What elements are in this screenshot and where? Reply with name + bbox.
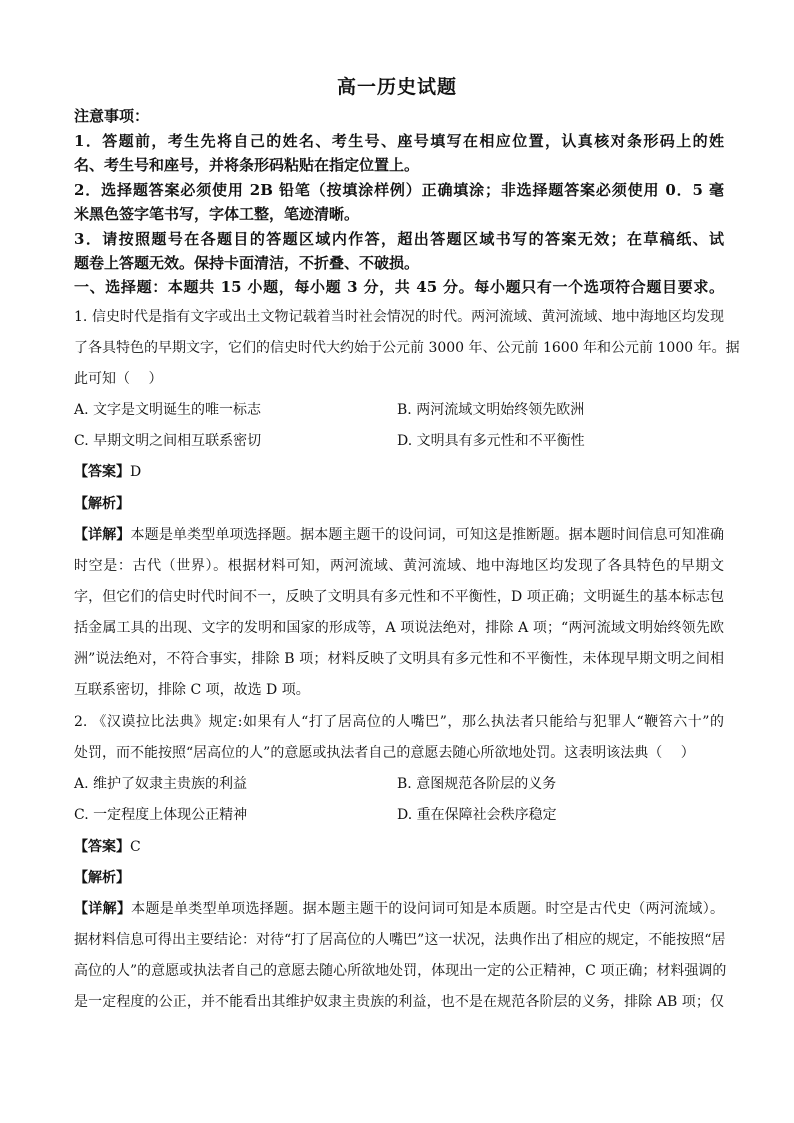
section-heading: 一、选择题：本题共 15 小题，每小题 3 分，共 45 分。每小题只有一个选项符合题目要求。 [74,278,724,296]
q2-option-b: B. 意图规范各阶层的义务 [397,776,557,792]
q1-option-a: A. 文字是文明诞生的唯一标志 [74,402,262,418]
q2-stem-line-1: 2. 《汉谟拉比法典》规定:如果有人“打了居高位的人嘴巴”，那么执法者只能给与犯罪人“鞭笞六十”的 [74,714,724,730]
q2-detail-line-4: 是一定程度的公正，并不能看出其维护奴隶主贵族的利益，也不是在规范各阶层的义务，排除 AB 项；仅 [74,994,724,1010]
q1-option-b: B. 两河流域文明始终领先欧洲 [397,402,585,418]
q1-detail-line-5: 洲”说法绝对，不符合事实，排除 B 项；材料反映了文明具有多元性和不平衡性，未体现早期文明之间相 [74,651,724,667]
q2-option-d: D. 重在保障社会秩序稳定 [397,807,557,823]
q1-option-d: D. 文明具有多元性和不平衡性 [397,433,585,449]
detail-tag: 【详解】 [74,527,131,543]
notice-line-2: 名、考生号和座号，并将条形码粘贴在指定位置上。 [74,156,420,174]
notice-heading: 注意事项： [74,107,150,125]
q1-analysis-tag: 【解析】 [74,496,130,512]
notice-line-1: 1．答题前，考生先将自己的姓名、考生号、座号填写在相应位置，认真核对条形码上的姓 [74,132,724,150]
q2-detail-line-2: 据材料信息可得出主要结论：对待“打了居高位的人嘴巴”这一状况，法典作出了相应的规定，不能按照“居 [74,932,726,948]
notice-line-6: 题卷上答题无效。保持卡面清洁，不折叠、不破损。 [74,254,420,272]
q1-stem-line-1: 1. 信史时代是指有文字或出土文物记载着当时社会情况的时代。两河流域、黄河流域、地中海地区均发现 [74,309,724,325]
q1-detail-line-2: 时空是：古代（世界）。根据材料可知，两河流域、黄河流域、地中海地区均发现了各具特色的早期文 [74,558,724,574]
detail-tag: 【详解】 [74,901,132,917]
q2-answer [74,837,724,857]
notice-line-5: 3．请按照题号在各题目的答题区域内作答，超出答题区域书写的答案无效；在草稿纸、试 [74,230,724,248]
q1-detail-line-4: 括金属工具的出现、文字的发明和国家的形成等，A 项说法绝对，排除 A 项；“两河流域文明始终领先欧 [74,620,724,636]
detail-text: 本题是单类型单项选择题。据本题主题干的设问词，可知这是推断题。据本题时间信息可知准确 [130,527,725,543]
q2-detail-line-1 [74,899,724,919]
q2-detail-line-3: 高位的人”的意愿或执法者自己的意愿去随心所欲地处罚，体现出一定的公正精神，C 项正确；材料强调的 [74,963,727,979]
notice-line-4: 米黑色签字笔书写，字体工整，笔迹清晰。 [74,205,360,223]
q1-stem-line-2: 了各具特色的早期文字，它们的信史时代大约始于公元前 3000 年、公元前 1600 年和公元前 1000 年。据 [74,340,740,356]
q1-answer [74,462,724,482]
q1-detail-line-3: 字，但它们的信史时代时间不一，反映了文明具有多元性和不平衡性，D 项正确；文明诞生的基本标志包 [74,589,724,605]
q1-detail-line-1 [74,525,724,545]
answer-value: D [130,464,142,480]
answer-value: C [130,839,141,855]
q2-option-c: C. 一定程度上体现公正精神 [74,807,248,823]
q1-option-c: C. 早期文明之间相互联系密切 [74,433,262,449]
q2-stem-line-2: 处罚，而不能按照“居高位的人”的意愿或执法者自己的意愿去随心所欲地处罚。这表明该法典（ ） [74,745,695,761]
q2-analysis-tag: 【解析】 [74,870,130,886]
q1-stem-line-3: 此可知（ ） [74,371,163,387]
page-title: 高一历史试题 [336,76,457,98]
answer-tag: 【答案】 [74,839,130,855]
notice-line-3: 2．选择题答案必须使用 2B 铅笔（按填涂样例）正确填涂；非选择题答案必须使用 0．5 毫 [74,181,724,199]
answer-tag: 【答案】 [74,464,130,480]
q1-detail-line-6: 互联系密切，排除 C 项，故选 D 项。 [74,682,310,698]
q2-option-a: A. 维护了奴隶主贵族的利益 [74,776,248,792]
detail-text: 本题是单类型单项选择题。据本题主题干的设问词可知是本质题。时空是古代史（两河流域）。 [131,901,724,917]
